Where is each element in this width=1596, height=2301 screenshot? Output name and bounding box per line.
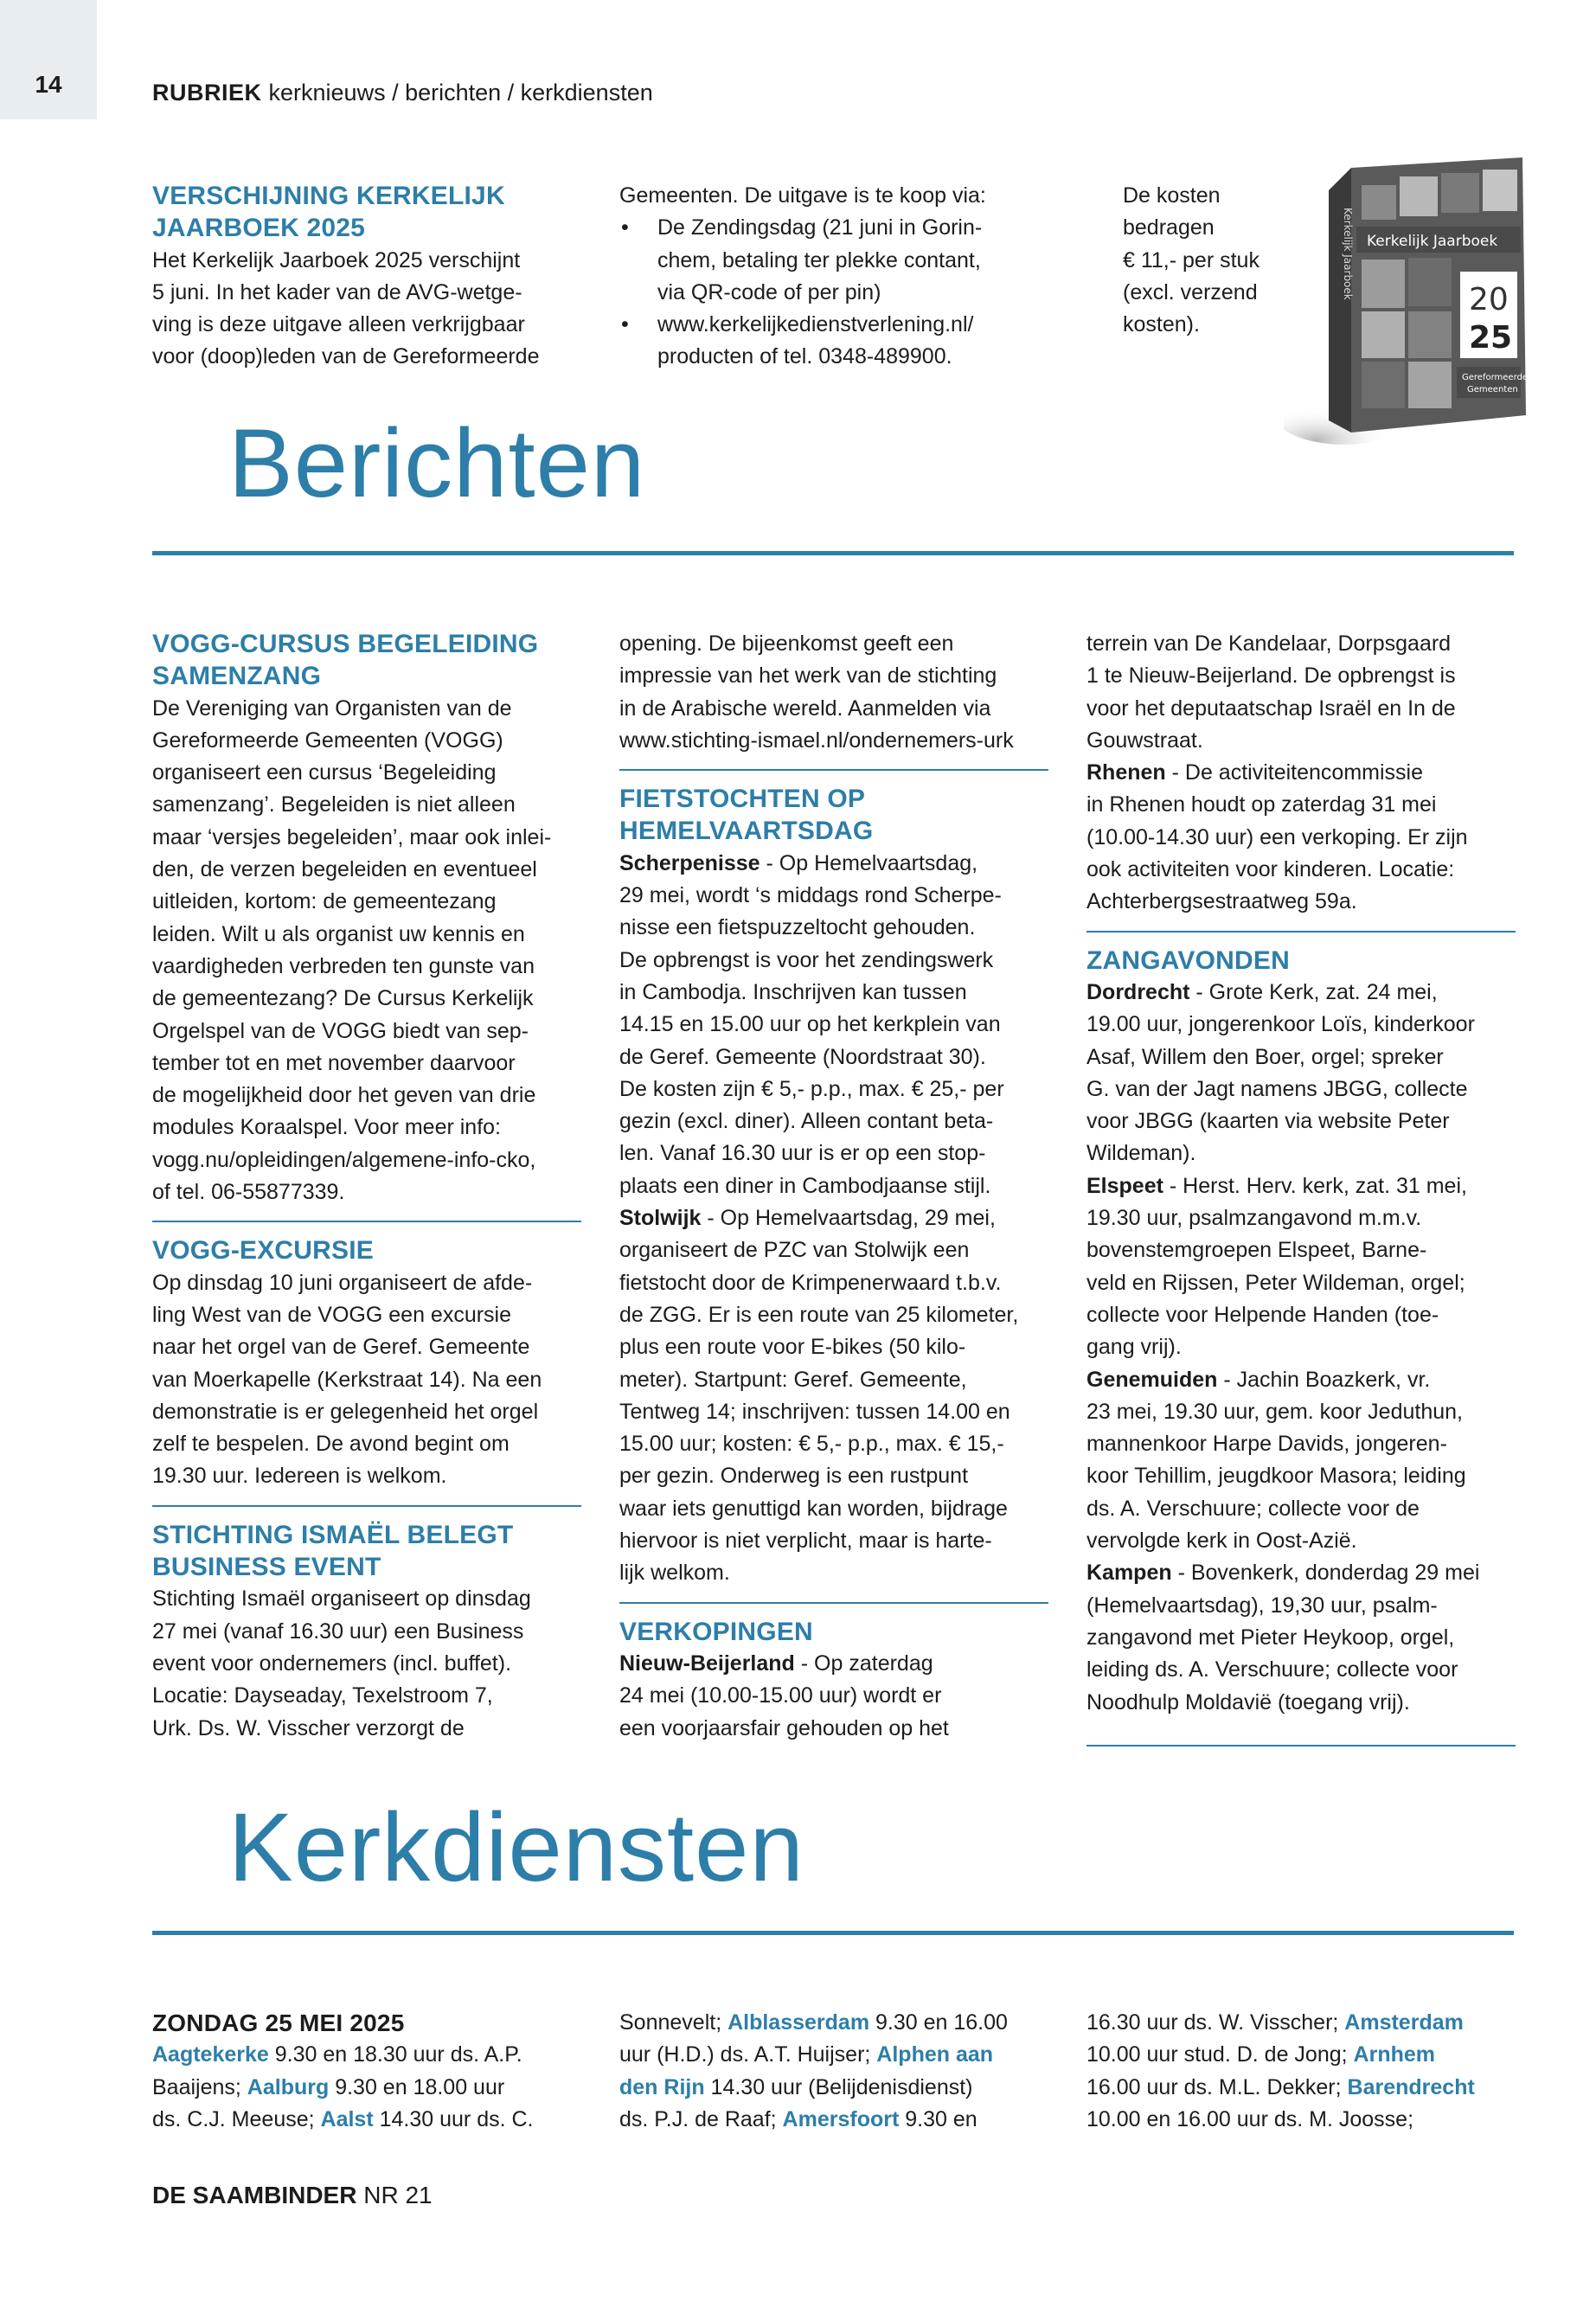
text-line: collecte voor Helpende Handen (toe- [1086,1302,1439,1327]
text-line: chem, betaling ter plekke contant, [657,247,981,272]
place-name: Aagtekerke [152,2042,269,2067]
text-line: organiseert de PZC van Stolwijk een [619,1238,970,1263]
text-run: Sonnevelt; [619,2010,728,2035]
place-name: Amersfoort [782,2106,900,2131]
text-line: een voorjaarsfair gehouden op het [619,1715,949,1740]
text-line: waar iets genuttigd kan worden, bijdrage [619,1496,1008,1521]
text-line: 5 juni. In het kader van de AVG-wetge- [152,279,522,304]
jaarboek-book-image [1284,156,1536,448]
text-line: www.stichting-ismael.nl/ondernemers-urk [619,727,1014,753]
text-run: Baaijens; [152,2074,247,2099]
rubriek-label: RUBRIEK [152,80,262,106]
text-line: via QR-code of per pin) [657,279,881,304]
text-line: vaardigheden verbreden ten gunste van [152,953,535,978]
jaarboek-title-2: JAARBOEK 2025 [152,214,366,243]
text-line [1086,1364,1516,1396]
list-item [619,309,986,374]
place-name: Dordrecht [1086,979,1190,1004]
text-line [619,1202,1048,1234]
text-line [152,2104,534,2136]
text-line: de ZGG. Er is een route van 25 kilometer, [619,1302,1019,1327]
section-divider [152,1505,581,1507]
text-run: 9.30 en 18.30 uur ds. A.P. [268,2042,522,2067]
text-line: plus een route voor E-bikes (50 kilo- [619,1335,966,1360]
vogg-cursus-title-1: VOGG-CURSUS BEGELEIDING [152,630,539,658]
text-line: organiseert een cursus ‘Begeleiding [152,760,497,785]
kerkdiensten-col1 [152,2007,534,2136]
text-line: (excl. verzend [1123,279,1258,304]
text-line: of tel. 06-55877339. [152,1180,345,1205]
place-name: Aalst [320,2106,374,2131]
text-line: modules Koraalspel. Voor meer info: [152,1115,501,1140]
vogg-cursus-title-2: SAMENZANG [152,662,322,691]
text-line: Tentweg 14; inschrijven: tussen 14.00 en [619,1399,1010,1424]
service-date-heading: ZONDAG 25 MEI 2025 [152,2009,405,2036]
berichten-heading: Berichten [228,409,646,517]
place-name: den Rijn [619,2074,705,2099]
text-line [619,2007,1008,2039]
verkopingen-title: VERKOPINGEN [619,1617,813,1646]
place-name: Alblasserdam [727,2010,870,2035]
text-line: ving is deze uitgave alleen verkrijgbaar [152,312,525,337]
text-line: Op dinsdag 10 juni organiseert de afde- [152,1270,533,1295]
text-line [619,1648,1048,1680]
text-line: voor (doop)leden van de Gereformeerde [152,344,540,369]
cover-year-top: 20 [1469,282,1509,317]
text-line: Stichting Ismaël organiseert op dinsdag [152,1586,531,1612]
text-run: - Bovenkerk, donderdag 29 mei [1171,1561,1480,1586]
text-line: kosten). [1123,312,1200,337]
text-line: samenzang’. Begeleiden is niet alleen [152,792,516,817]
text-line: zangavond met Pieter Heykoop, orgel, [1086,1625,1455,1650]
text-run: 14.30 uur (Belijdenisdienst) [704,2074,973,2099]
text-run: 16.30 uur ds. W. Visscher; [1086,2010,1345,2035]
text-line: Gemeenten. De uitgave is te koop via: [619,183,986,208]
berichten-col1 [152,628,581,1745]
text-line: uitleiden, kortom: de gemeentezang [152,889,497,914]
text-line: Noodhulp Moldavië (toegang vrij). [1086,1689,1410,1715]
text-line: tember tot en met november daarvoor [152,1050,516,1075]
kerkdiensten-rule [152,1931,1514,1935]
text-line [619,2072,1008,2104]
section-divider [619,769,1048,771]
zangavonden-title: ZANGAVONDEN [1086,945,1290,975]
text-line: Achterbergsestraatweg 59a. [1086,889,1357,914]
berichten-col2 [619,628,1048,1745]
text-line: in de Arabische wereld. Aanmelden via [619,695,991,721]
text-line: meter). Startpunt: Geref. Gemeente, [619,1367,967,1392]
text-run: 9.30 en 18.00 uur [329,2074,505,2099]
text-line: 29 mei, wordt ‘s middags rond Scherpe- [619,883,1002,908]
text-run: - Op Hemelvaartsdag, [760,850,978,875]
footer-issue: NR 21 [363,2182,433,2208]
text-line: (10.00-14.30 uur) een verkoping. Er zijn [1086,824,1468,849]
place-name: Nieuw-Beijerland [619,1650,795,1676]
text-line: leiding ds. A. Verschuure; collecte voor [1086,1657,1458,1682]
text-run: - Herst. Herv. kerk, zat. 31 mei, [1163,1173,1467,1198]
text-line: 24 mei (10.00-15.00 uur) wordt er [619,1683,942,1708]
text-line: Wildeman). [1086,1141,1196,1166]
text-line: per gezin. Onderweg is een rustpunt [619,1464,969,1489]
text-run: uur (H.D.) ds. A.T. Huijser; [619,2042,877,2067]
text-line: demonstratie is er gelegenheid het orgel [152,1399,539,1424]
text-run: - Jachin Boazkerk, vr. [1217,1367,1431,1392]
text-line: vogg.nu/opleidingen/algemene-info-cko, [152,1147,536,1172]
text-line: producten of tel. 0348-489900. [657,344,952,369]
cover-publisher-2: Gemeenten [1467,385,1518,394]
text-line: zelf te bespelen. De avond begint om [152,1432,510,1457]
text-line [1086,757,1516,789]
text-line: 19.00 uur, jongerenkoor Loïs, kinderkoor [1086,1012,1475,1037]
place-name: Stolwijk [619,1206,702,1231]
text-line: Orgelspel van de VOGG biedt van sep- [152,1018,529,1043]
section-divider [1086,931,1516,933]
text-line: koor Tehillim, jeugdkoor Masora; leiding [1086,1464,1466,1489]
text-line [1086,1557,1516,1589]
text-line: Urk. Ds. W. Visscher verzorgt de [152,1715,465,1740]
text-line [1086,2072,1475,2104]
text-line: terrein van De Kandelaar, Dorpsgaard [1086,631,1452,656]
text-line [619,2104,1008,2136]
text-line [619,848,1048,880]
text-run: ds. C.J. Meeuse; [152,2106,321,2131]
text-line: in Rhenen houdt op zaterdag 31 mei [1086,792,1437,817]
rubriek-path: kerknieuws / berichten / kerkdiensten [268,80,653,106]
text-line [1086,977,1516,1009]
berichten-rule [152,551,1514,555]
text-line: 15.00 uur; kosten: € 5,- p.p., max. € 15,- [619,1432,1004,1457]
text-line [152,2039,534,2071]
text-line: bovenstemgroepen Elspeet, Barne- [1086,1238,1427,1263]
text-line: € 11,- per stuk [1123,247,1259,272]
text-line: lijk welkom. [619,1561,730,1586]
text-line: len. Vanaf 16.30 uur is er op een stop- [619,1141,986,1166]
text-line: (Hemelvaartsdag), 19,30 uur, psalm- [1086,1593,1438,1618]
place-name: Aalburg [247,2074,330,2099]
text-line: leiden. Wilt u als organist uw kennis en [152,921,525,946]
text-line: naar het orgel van de Geref. Gemeente [152,1335,530,1360]
place-name: Arnhem [1353,2042,1436,2067]
text-line: 14.15 en 15.00 uur op het kerkplein van [619,1012,1001,1037]
kerkdiensten-heading: Kerkdiensten [228,1793,804,1901]
section-divider [152,1221,581,1222]
text-line: 19.30 uur. Iedereen is welkom. [152,1464,447,1489]
jaarboek-col2 [619,180,986,374]
text-line: bedragen [1123,215,1215,240]
text-line: hiervoor is niet verplicht, maar is harte- [619,1529,992,1554]
kerkdiensten-col3 [1086,2007,1475,2136]
footer [152,2182,433,2209]
text-line: maar ‘versjes begeleiden’, maar ook inlei- [152,824,552,849]
text-line [619,2039,1008,2071]
text-run: - Op Hemelvaartsdag, 29 mei, [701,1206,996,1231]
text-run: 9.30 en [899,2106,977,2131]
cover-publisher-1: Gereformeerde [1462,373,1529,382]
text-line: voor het deputaatschap Israël en In de [1086,695,1456,721]
text-line: de Geref. Gemeente (Noordstraat 30). [619,1044,986,1069]
text-line: 23 mei, 19.30 uur, gem. koor Jeduthun, [1086,1399,1463,1424]
page-number-tab [0,0,97,119]
section-divider [619,1602,1048,1604]
text-line: vervolgde kerk in Oost-Azië. [1086,1529,1357,1554]
text-line: 19.30 uur, psalmzangavond m.m.v. [1086,1206,1422,1231]
text-line: Het Kerkelijk Jaarboek 2025 verschijnt [152,247,521,272]
text-run: - Grote Kerk, zat. 24 mei, [1189,979,1438,1004]
text-run: - De activiteitencommissie [1165,760,1423,785]
place-name: Alphen aan [876,2042,994,2067]
text-line: de gemeentezang? De Cursus Kerkelijk [152,986,534,1011]
text-line: G. van der Jagt namens JBGG, collecte [1086,1076,1468,1101]
text-line: voor JBGG (kaarten via website Peter [1086,1109,1450,1134]
text-line: • www.kerkelijkedienstverlening.nl/ [657,312,974,337]
text-line [1086,1170,1516,1202]
text-line: 10.00 en 16.00 uur ds. M. Joosse; [1086,2106,1414,2131]
place-name: Barendrecht [1347,2074,1475,2099]
kerkdiensten-col2 [619,2007,1008,2136]
text-line: opening. De bijeenkomst geeft een [619,631,954,656]
text-line: Gouwstraat. [1086,727,1203,753]
jaarboek-cost [1123,180,1259,341]
fiets-title-2: HEMELVAARTSDAG [619,817,874,846]
text-line: van Moerkapelle (Kerkstraat 14). Na een [152,1367,542,1392]
section-divider [1086,1745,1516,1747]
text-line: den, de verzen begeleiden en eventueel [152,857,537,882]
text-line: mannenkoor Harpe Davids, jongeren- [1086,1432,1447,1457]
place-name: Kampen [1086,1561,1172,1586]
text-line: • De Zendingsdag (21 juni in Gorin- [657,215,983,240]
text-line: plaats een diner in Cambodjaanse stijl. [619,1173,991,1198]
place-name: Elspeet [1086,1173,1163,1198]
text-line: impressie van het werk van de stichting [619,663,997,689]
cover-title: Kerkelijk Jaarboek [1367,233,1498,250]
jaarboek-col1 [152,180,540,374]
text-line: 27 mei (vanaf 16.30 uur) een Business [152,1618,524,1644]
text-line: De Vereniging van Organisten van de [152,695,512,721]
text-line [152,2072,534,2104]
page-number: 14 [35,71,62,98]
text-line: in Cambodja. Inschrijven kan tussen [619,979,967,1004]
text-line [1086,2039,1475,2071]
text-line: de mogelijkheid door het geven van drie [152,1083,536,1108]
jaarboek-title-1: VERSCHIJNING KERKELIJK [152,182,505,210]
text-line: Locatie: Dayseaday, Texelstroom 7, [152,1683,493,1708]
text-line: nisse een fietspuzzeltocht gehouden. [619,915,976,940]
list-item [619,212,986,309]
text-line: De kosten zijn € 5,- p.p., max. € 25,- per [619,1076,1004,1101]
text-line: ling West van de VOGG een excursie [152,1302,512,1327]
text-line: gezin (excl. diner). Alleen contant beta- [619,1109,994,1134]
place-name: Genemuiden [1086,1367,1218,1392]
text-line: De kosten [1123,183,1221,208]
text-run: - Op zaterdag [794,1650,933,1676]
cover-year-bottom: 25 [1469,320,1513,356]
vogg-excursie-title: VOGG-EXCURSIE [152,1236,374,1266]
text-run: 16.00 uur ds. M.L. Dekker; [1086,2074,1348,2099]
text-line: 1 te Nieuw-Beijerland. De opbrengst is [1086,663,1456,689]
text-line: Gereformeerde Gemeenten (VOGG) [152,727,503,753]
text-line: fietstocht door de Krimpenerwaard t.b.v. [619,1270,1002,1295]
place-name: Scherpenisse [619,850,760,875]
place-name: Amsterdam [1344,2010,1464,2035]
text-run: 14.30 uur ds. C. [373,2106,534,2131]
sales-list [619,212,986,373]
text-run: 10.00 uur stud. D. de Jong; [1086,2042,1354,2067]
text-run: 9.30 en 16.00 [869,2010,1008,2035]
text-line [1086,2007,1475,2039]
text-line: ds. A. Verschuure; collecte voor de [1086,1496,1420,1521]
text-line: ook activiteiten voor kinderen. Locatie: [1086,857,1455,882]
text-line: veld en Rijssen, Peter Wildeman, orgel; [1086,1270,1465,1295]
fiets-title-1: FIETSTOCHTEN OP [619,785,866,814]
rubriek-header [152,80,653,106]
text-line: Asaf, Willem den Boer, orgel; spreker [1086,1044,1444,1069]
footer-title: DE SAAMBINDER [152,2182,357,2208]
text-line: event voor ondernemers (incl. buffet). [152,1650,512,1676]
text-line: De opbrengst is voor het zendingswerk [619,947,994,972]
ismael-title-2: BUSINESS EVENT [152,1553,381,1582]
ismael-title-1: STICHTING ISMAËL BELEGT [152,1520,514,1549]
text-run: ds. P.J. de Raaf; [619,2106,783,2131]
place-name: Rhenen [1086,760,1166,785]
text-line: gang vrij). [1086,1335,1182,1360]
spine-title: Kerkelijk Jaarboek [1342,208,1354,300]
berichten-col3 [1086,628,1516,1759]
